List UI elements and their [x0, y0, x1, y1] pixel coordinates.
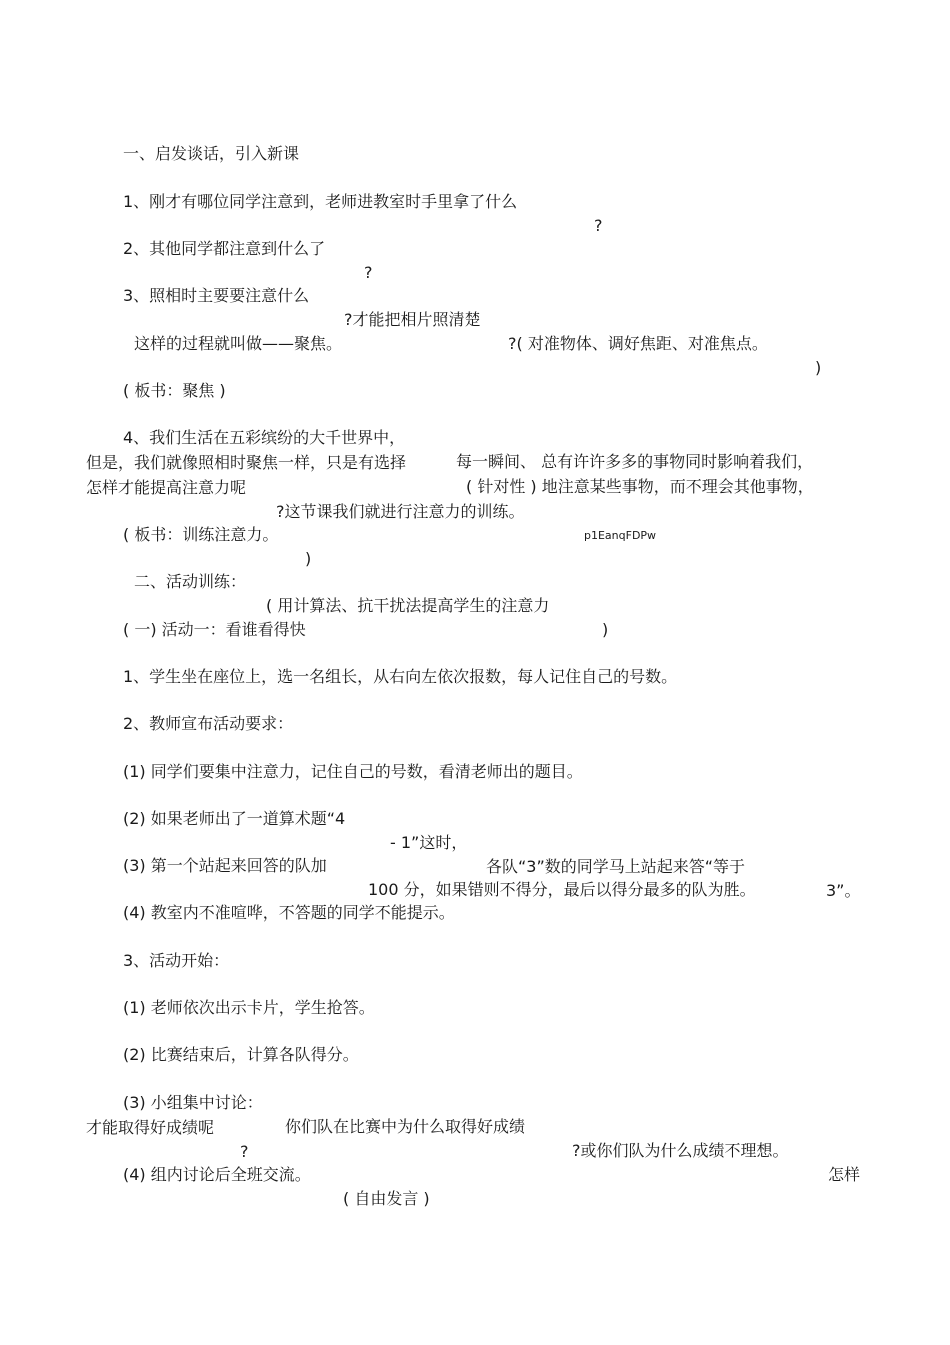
line-mid: - 1”这时， [390, 833, 468, 852]
line-text: (2) 比赛结束后，计算各队得分。 [123, 1045, 359, 1064]
line-text: 二、活动训练： [134, 572, 247, 591]
line-tail: ) [305, 549, 312, 568]
line-text: (1) 同学们要集中注意力，记住自己的号数，看清老师出的题目。 [123, 762, 583, 781]
line-text: 这样的过程就叫做——聚焦。 [134, 334, 343, 353]
line-text: 1、学生坐在座位上，选一名组长，从右向左依次报数，每人记住自己的号数。 [123, 667, 678, 686]
line-tail: ? [594, 216, 603, 235]
line-text: (1) 老师依次出示卡片，学生抢答。 [123, 998, 375, 1017]
line-text: 4、我们生活在五彩缤纷的大千世界中， [123, 428, 406, 447]
line-text: 才能取得好成绩呢 [86, 1118, 215, 1137]
line-mid: 每一瞬间、 总有许许多多的事物同时影响着我们， [456, 452, 814, 471]
line-mid: 各队“3”数的同学马上站起来答“等于 [486, 857, 746, 876]
line-tail: ) [602, 620, 609, 639]
line-text: ( 板书：聚焦 ) [123, 381, 226, 400]
line-tail: ? [240, 1142, 249, 1161]
line-tail: ? [364, 263, 373, 282]
line-tail: ) [815, 358, 822, 377]
line-text: 一、启发谈话，引入新课 [123, 144, 300, 163]
line-mid: ?才能把相片照清楚 [344, 310, 481, 329]
document-code: p1EanqFDPw [584, 529, 657, 542]
line-text: ( 一) 活动一：看谁看得快 [123, 620, 306, 639]
line-text: (4) 组内讨论后全班交流。 [123, 1165, 311, 1184]
line-mid: 你们队在比赛中为什么取得好成绩 [285, 1117, 526, 1136]
action-4 [0, 1139, 950, 1235]
line-text: 1、刚才有哪位同学注意到，老师进教室时手里拿了什么 [123, 192, 518, 211]
line-tail: 怎样 [828, 1165, 861, 1184]
line-mid: 100 分，如果错则不得分，最后以得分最多的队为胜。 [368, 880, 756, 899]
line-text: 2、教师宣布活动要求： [123, 714, 294, 733]
line-text: (3) 第一个站起来回答的队加 [123, 856, 327, 875]
line-tail: 3”。 [826, 881, 861, 900]
line-text: 3、活动开始： [123, 951, 230, 970]
line-text: (4) 教室内不准喧哗，不答题的同学不能提示。 [123, 903, 455, 922]
line-mid: ?( 对准物体、调好焦距、对准焦点。 [508, 334, 768, 353]
line-text: 怎样才能提高注意力呢 [86, 478, 247, 497]
line-text: 但是，我们就像照相时聚焦一样，只是有选择 [86, 453, 407, 472]
line-mid: ?这节课我们就进行注意力的训练。 [276, 502, 525, 521]
line-mid: ( 用计算法、抗干扰法提高学生的注意力 [266, 596, 550, 615]
line-mid: ( 针对性 ) 地注意某些事物，而不理会其他事物， [466, 477, 814, 496]
line-text: 3、照相时主要要注意什么 [123, 286, 310, 305]
line-text: 2、其他同学都注意到什么了 [123, 239, 326, 258]
line-text: (3) 小组集中讨论： [123, 1093, 263, 1112]
line-text: (2) 如果老师出了一道算术题“4 [123, 809, 346, 828]
line-mid: ?或你们队为什么成绩不理想。 [572, 1141, 789, 1160]
line-mid: ( 自由发言 ) [343, 1189, 430, 1208]
line-text: ( 板书：训练注意力。 [123, 525, 279, 544]
